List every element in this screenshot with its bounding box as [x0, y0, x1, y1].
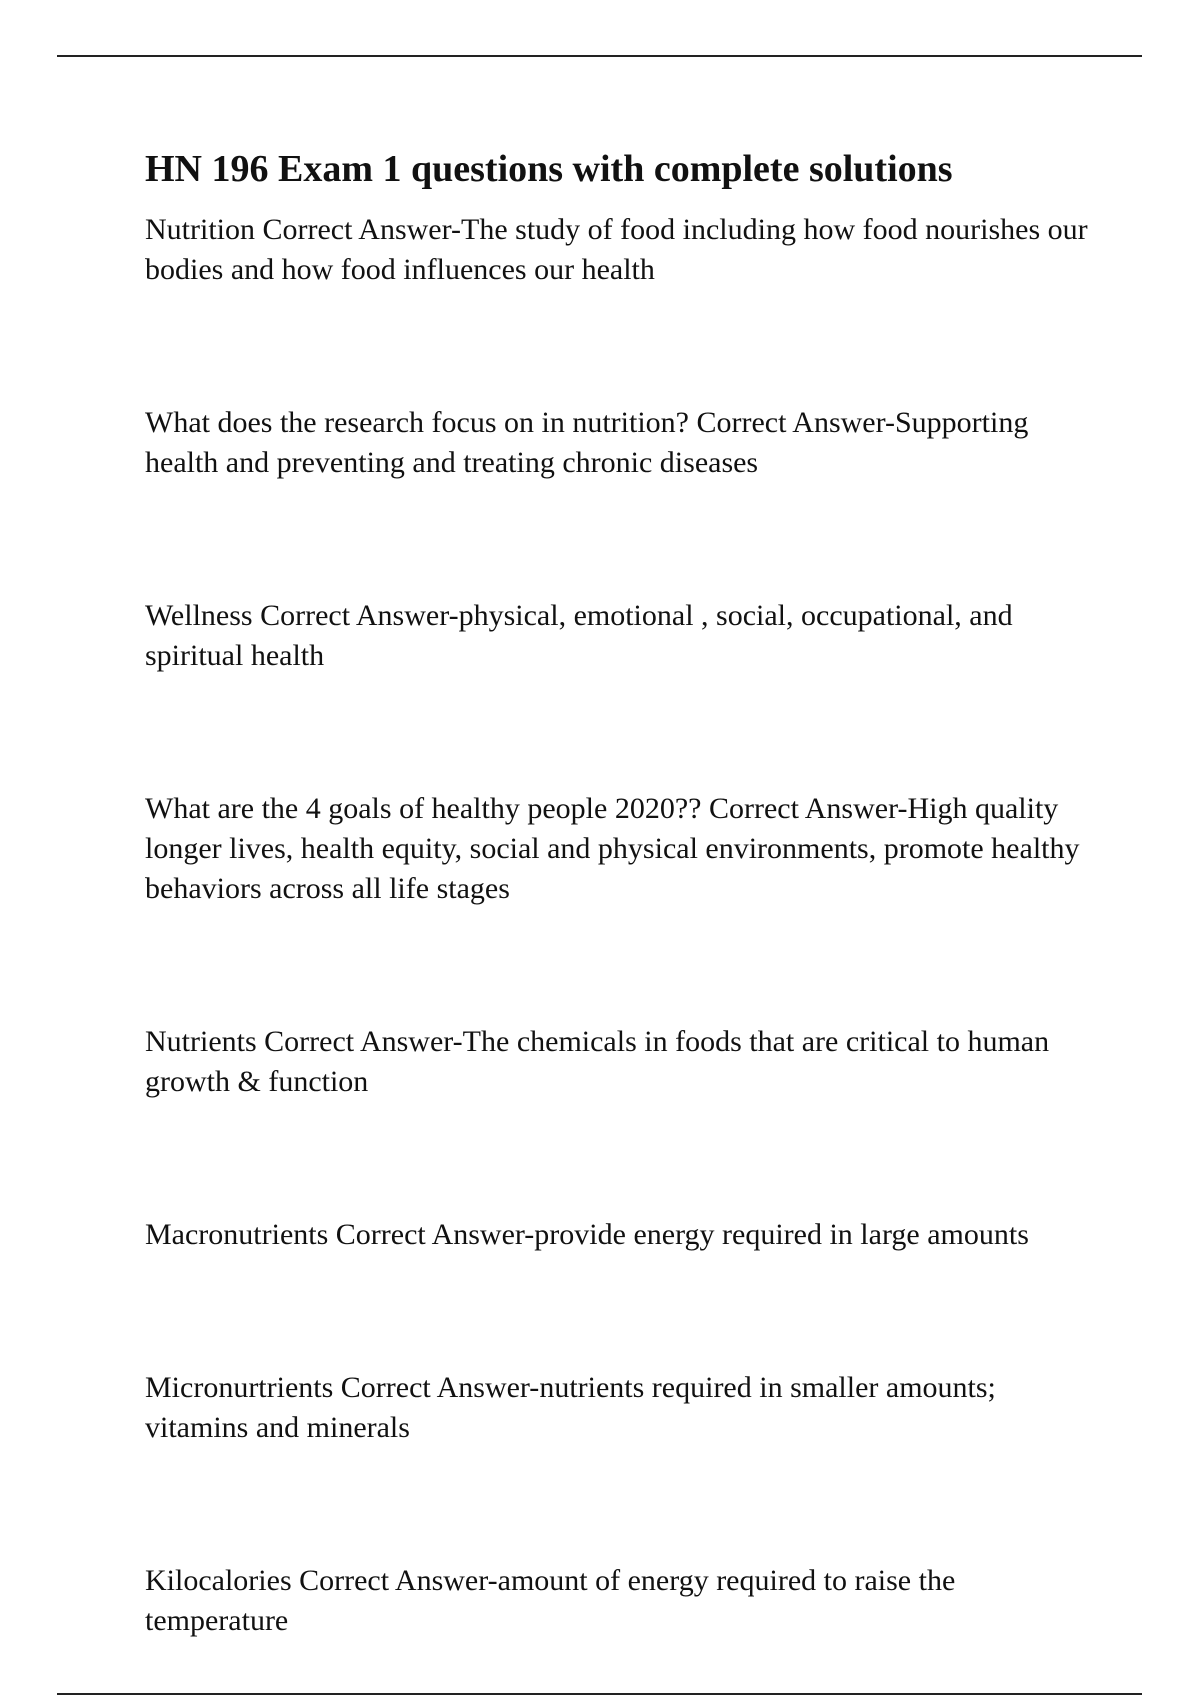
qa-answer-label: Correct Answer- — [262, 213, 462, 246]
qa-text — [145, 1368, 1095, 1448]
qa-item — [145, 403, 1095, 483]
qa-answer-label: Correct Answer- — [264, 1025, 463, 1058]
qa-question: What are the 4 goals of healthy people 2020?? — [145, 792, 702, 825]
qa-answer: physical, emotional , social, occupational, and spiritual health — [145, 599, 1013, 672]
qa-answer-label: Correct Answer- — [299, 1564, 498, 1597]
qa-item — [145, 1215, 1095, 1255]
qa-answer-label: Correct Answer- — [696, 406, 895, 439]
qa-text — [145, 1215, 1095, 1255]
qa-answer: Supporting health and preventing and treating chronic diseases — [145, 406, 1029, 479]
page-title: HN 196 Exam 1 questions with complete solutions — [145, 148, 953, 190]
bottom-divider — [57, 1693, 1142, 1695]
qa-text — [145, 403, 1095, 483]
qa-question: Wellness — [145, 599, 253, 632]
top-divider — [57, 55, 1142, 57]
qa-text — [145, 210, 1095, 290]
qa-item — [145, 1561, 1095, 1641]
qa-text — [145, 1561, 1095, 1641]
qa-answer-label: Correct Answer- — [260, 599, 459, 632]
qa-answer: provide energy required in large amounts — [534, 1218, 1029, 1251]
qa-text — [145, 596, 1095, 676]
qa-answer-label: Correct Answer- — [708, 792, 908, 825]
qa-item — [145, 210, 1095, 290]
qa-answer: amount of energy required to raise the temperature — [145, 1564, 956, 1637]
qa-answer-label: Correct Answer- — [340, 1371, 540, 1404]
qa-answer: The study of food including how food nourishes our bodies and how food influences our health — [145, 213, 1088, 286]
qa-list — [145, 210, 1095, 1641]
qa-question: Nutrients — [145, 1025, 257, 1058]
qa-answer-label: Correct Answer- — [335, 1218, 535, 1251]
qa-item — [145, 789, 1095, 909]
qa-answer: nutrients required in smaller amounts; vitamins and minerals — [145, 1371, 996, 1444]
qa-text — [145, 1022, 1095, 1102]
qa-text — [145, 789, 1095, 909]
qa-item — [145, 1368, 1095, 1448]
qa-question: Micronurtrients — [145, 1371, 334, 1404]
qa-answer: High quality longer lives, health equity, social and physical environments, promote healthy behaviors across all life stages — [145, 792, 1080, 905]
qa-question: Kilocalories — [145, 1564, 292, 1597]
qa-question: Nutrition — [145, 213, 255, 246]
qa-item — [145, 596, 1095, 676]
qa-answer: The chemicals in foods that are critical to human growth & function — [145, 1025, 1050, 1098]
qa-question: What does the research focus on in nutrition? — [145, 406, 689, 439]
qa-item — [145, 1022, 1095, 1102]
qa-question: Macronutrients — [145, 1218, 329, 1251]
